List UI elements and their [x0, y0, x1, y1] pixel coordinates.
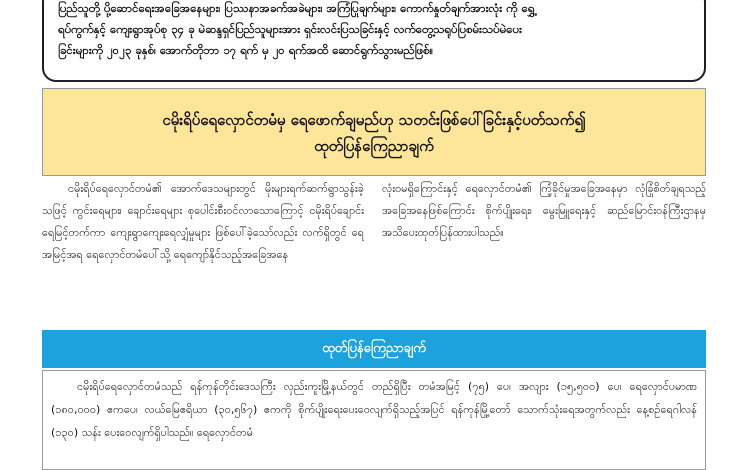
intro-line-1: ပြည်သူတို့ ပို့ဆောင်ရေးအခြေအနေများ၊ ပြဿနာအခက်အခဲများ၊ အကြံပြုချက်များ၊ ကောက်နှုတ်ချက်အားလုံး ကို ရွှေ့	[58, 1, 535, 15]
headline-subtitle: ထုတ်ပြန်ကြေညာချက်	[314, 137, 434, 155]
intro-box	[42, 0, 706, 82]
intro-line-3: ခြင်းများကို ၂၀၂၃ ခုနှစ်၊ အောက်တိုဘာ ၁၇ ရက် မှ ၂၀ ရက်အထိ ဆောင်ရွက်သွားမည်ဖြစ်။	[58, 43, 434, 57]
statement-paragraph: ငမိုးရိပ်ရေလှောင်တမံသည် ရန်ကုန်တိုင်းဒေသကြီး လှည်းကူးမြို့နယ်တွင် တည်ရှိပြီး တမံအမြင့် (၇၅) ပေ၊ အလျား (၁၅,၅၀၀) ပေ၊ ရေလှောင်ပမာဏ (၁၈၀,၀၀၀) ဧကပေ၊ လယ်မြေဧရိယာ (၃၀,၅၆၇) ဧကကို စိုက်ပျိုးရေးပေးဝေလျက်ရှိသည့်အပြင် ရန်ကုန်မြို့တော် သောက်သုံးရေအတွက်လည်း နေ့စဉ်ရေဂါလန် (၁၃၀) သန်း ပေးဝေလျက်ရှိပါသည်။ ရေလှောင်တမံ	[51, 380, 697, 439]
statement-box	[42, 370, 706, 470]
article-column-left: ငမိုးရိပ်ရေလှောင်တမံ၏ အောက်ဒေသများတွင် မိုးများရက်ဆက်ရွာသွန်းခဲ့သဖြင့် ကွင်းရေများ၊ ချောင်းရေများ စုပေါင်းစီးဝင်လာသောကြောင့် ငမိုးရိပ်ချောင်းရေမြင့်တက်ကာ ကျေးရွာကျေးရေလျှံမှုများ ဖြစ်ပေါ်ခဲ့သော်လည်း လက်ရှိတွင် ရေအမြင့်အရ ရေလှောင်တမံပေါ်သို့ ရေကျော်နိုင်သည့်အခြေအနေ	[42, 182, 364, 261]
headline-banner	[42, 88, 706, 176]
section-heading-bar: ထုတ်ပြန်ကြေညာချက်	[42, 330, 706, 368]
intro-line-2: ရပ်ကွက်နှင့် ကျေးရွာအုပ်စု ၃၄ ခု မဲဆန္ဒရှင်ပြည်သူများအား ရှင်းလင်းပြသခြင်းနှင့် လက်တွေ့သရုပ်ပြစမ်းသပ်မဲပေး	[58, 22, 522, 36]
article-body	[42, 178, 706, 318]
article-column-right: လုံးဝမရှိကြောင်းနှင့် ရေလှောင်တမံ၏ ကြံ့ခိုင်မှုအခြေအနေမှာ လုံခြုံစိတ်ချရသည့် အခြေအနေဖြစ်ကြောင်း စိုက်ပျိုးရေး၊ မွေးမြူရေးနှင့် ဆည်မြောင်းဝန်ကြီးဌာနမှ အသိပေးထုတ်ပြန်ထားပါသည်။	[382, 182, 706, 239]
headline-title: ငမိုးရိပ်ရေလှောင်တမံမှ ရေဖောက်ချမည်ဟု သတင်းဖြစ်ပေါ်ခြင်းနှင့်ပတ်သက်၍	[162, 111, 586, 129]
